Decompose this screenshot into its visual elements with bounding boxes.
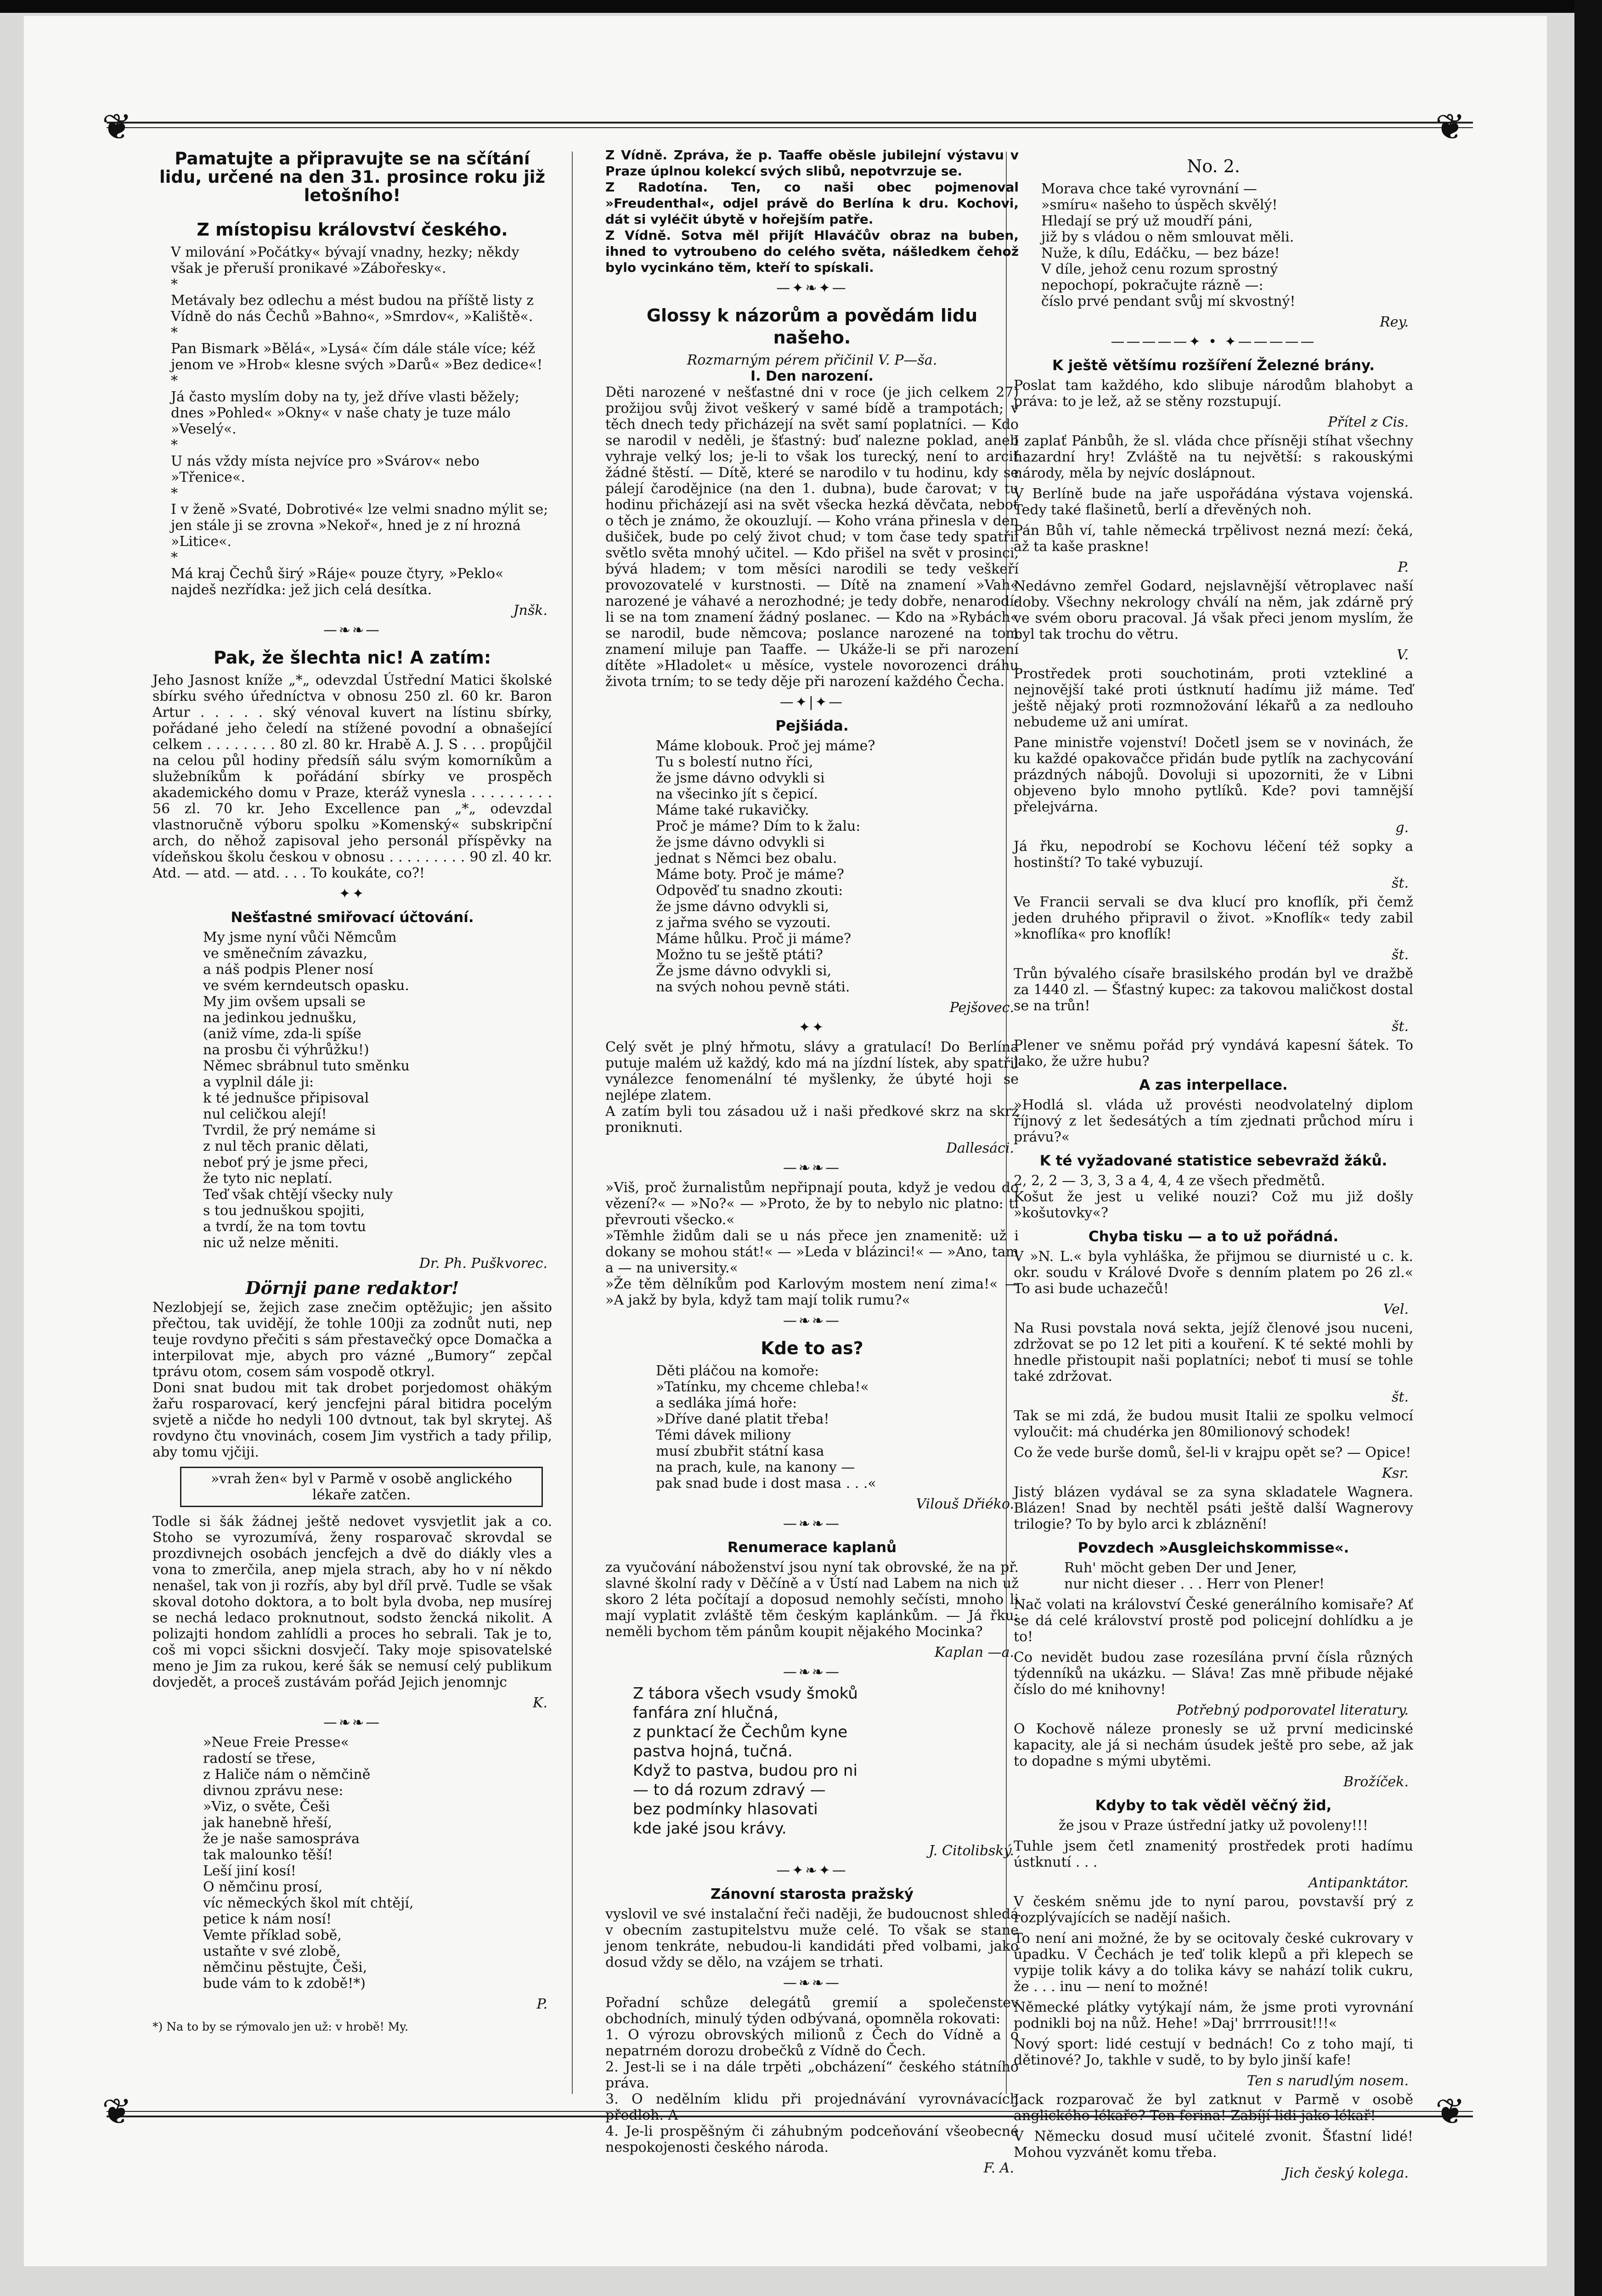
- signature: F. A.: [983, 2160, 1014, 2176]
- separator-ornament-icon: —❧❧—: [783, 1975, 841, 1991]
- article-title: Kdyby to tak věděl věčný žid,: [1095, 1797, 1332, 1814]
- column-rule: [572, 152, 573, 2094]
- short-item: Na Rusi povstala nová sekta, jejíž členové jsou nuceni, zdržovat se po 12 let piti a kouření. K té sekté mohli by hnedle přistoupit naši poplatníci; neboť ti musí se tohle také zdržovat.: [1014, 1320, 1413, 1384]
- article-text: »Hodlá sl. vláda už provésti neodvolatelný diplom říjnový z let šedesátých a tím zjednati průchod míru i právu?«: [1014, 1097, 1413, 1145]
- short-items-list: [1014, 1597, 1413, 1790]
- article-title: Pejšiáda.: [775, 718, 849, 734]
- separator-ornament-icon: —————✦ • ✦—————: [1111, 334, 1316, 350]
- separator-ornament-icon: ✦✦: [798, 1019, 826, 1035]
- scan-border-top: [0, 0, 1602, 13]
- signature: št.: [1392, 1389, 1409, 1405]
- separator-ornament-icon: —✦❧✦—: [776, 1863, 848, 1879]
- signature: Jich český kolega.: [1283, 2165, 1409, 2181]
- news-items: Z Vídně. Zpráva, že p. Taaffe oběsle jubilejní výstavu v Praze úplnou kolekcí svých slibů, nepotvrzuje se. Z Radotína. Ten, co naši obec pojmenoval »Freudenthal«, odjel právě do Berlína k dru. Kochovi, dát si vyléčit úbytě v hořejším patře. Z Vídně. Sotva měl přijít Hlaváčův obraz na buben, ihned to vytroubeno do celého světa, nášledkem čehož bylo vycinkáno těm, kteří to spískali.: [605, 147, 1019, 275]
- short-items-list: [1014, 433, 1413, 1069]
- article-title: Renumerace kaplanů: [727, 1539, 897, 1556]
- signature: Potřebný podporovatel literatury.: [1176, 1702, 1409, 1718]
- separator-ornament-icon: —❧❧—: [323, 1715, 382, 1731]
- poem-text: Děti pláčou na komoře: »Tatínku, my chceme chleba!« a sedláka jímá hoře: »Dříve dané platit třeba! Témi dávek miliony musí zbubřit státní kasa na prach, kule, na kanony — pak snad bude i dost masa . . .«: [656, 1363, 876, 1491]
- signature: P.: [1398, 559, 1409, 575]
- corner-ornament-icon: ❦: [1435, 107, 1466, 148]
- short-item: Co nevidět budou zase rozesílána první čísla různých týdenníků na ukázku. — Sláva! Zas mně přibude nějaké číslo do mé knihovny!: [1014, 1649, 1413, 1698]
- separator-ornament-icon: —❧❧—: [323, 622, 382, 638]
- short-item: Prostředek proti souchotinám, proti vztekliné a nejnovější také proti ústknutí hadímu již máme. Teď ještě nějaký proti rozmnožování lékařů a za nedlouho nebudeme už ani umírat.: [1014, 666, 1413, 730]
- article-title: Dörnji pane redaktor!: [245, 1277, 459, 1298]
- short-item: O Kochově náleze pronesly se už první medicinské kapacity, ale já si nechám úsudek ještě pro sebe, až jak to dopadne s mými ubytěmi.: [1014, 1721, 1413, 1769]
- short-item: Jistý blázen vydával se za syna skladatele Wagnera. Blázen! Snad by nechtěl psáti ještě další Wagnerovy trilogie? To by bylo arci k zbláznění!: [1014, 1484, 1413, 1532]
- article-text: Todle si šák žádnej ještě nedovet vysvjetlit jak a co. Stoho se vyrozumívá, ženy rosparovač skrovdal se prozdivnejch osobách jencfejch a dvě do diákly vles a vona to zmerčila, anep mjela strach, aby ho v ní někdo nenašel, tak von ji rozřís, aby byl dříl prvě. Tudle se však skoval dotoho doktora, a to bolt byla dvoba, nep musírej se nechá ledaco proknutnout, sodsto žencká nikolit. A polizajti hondom zahlídli a proces ho sebrali. Tak je to, coš mi vopci sšickni dosvječí. Taky moje spisovatelské meno je Jim za rukou, keré šák se nemusí celý publikum dovjedět, a proceš zustávám pořád Jejich jenomnjc: [152, 1514, 552, 1690]
- article-title: Kde to as?: [761, 1338, 863, 1358]
- separator-ornament-icon: —❧❧—: [783, 1313, 841, 1329]
- signature: Rey.: [1380, 314, 1409, 330]
- footnote: *) Na to by se rýmovalo jen už: v hrobě! My.: [152, 2020, 409, 2033]
- short-item: Pane ministře vojenství! Dočetl jsem se v novinách, že ku každé opakovačce přidán bude pytlík na zachycování prázdných nábojů. Dovoluji si upozorniti, že v Libni objeveno bylo mnoho pytlíků. Kde? povi tamnější přelejvárna.: [1014, 735, 1413, 815]
- article-text: Pořadní schůze delegátů gremií a společenstev obchodních, minulý týden odbývaná, opomněla rokovati: 1. O výrozu obrovských milionů z Čech do Vídně a o nepatrném dorozu drobečků z Vídně do Čech. 2. Jest-li se i na dále trpěti „obcházení“ českého státního práva. 3. O nedělním klidu při projednávání vyrovnávacích předloh. A 4. Je-li prospěšným či záhubným podceňování všeobecné nespokojenosti českého národa.: [605, 1995, 1019, 2155]
- scan-border-right: [1574, 0, 1602, 2296]
- article-text: 2, 2, 2 — 3, 3, 3 a 4, 4, 4 ze všech předmětů. Košut že jest u veliké nouzi? Což mu již došly »košutovky«?: [1014, 1173, 1413, 1221]
- signature: Dallesáci.: [946, 1140, 1014, 1156]
- short-item: Co že vede burše domů, šel-li v krajpu opět se? — Opice!: [1014, 1445, 1411, 1461]
- article-text: Nezlobjejí se, žejich zase znečim optěžujic; jen ašsito přečtou, tak uvidějí, že tohle 100ji za zodnůt nuti, nep teuje rovdyno přečiti s sám přestavečký opce Domačka a interpilovat mje, abych pro vázné „Bumory“ zepčal tprávu otom, cosem sám vospodě otkryl. Doni snat budou mit tak drobet porjedomost ohäkým žařu rosparovací, kerý jencfejni páral bitidra pocelým svjetě a ničde ho nedyli 100 dvtnout, tak byl skrytej. Aš rovdyno čtu vnovinách, cosem Jim vystřich a tady přilip, aby tomu vjčiji.: [152, 1300, 552, 1460]
- article-text: V milování »Počátky« bývají vnadny, hezky; někdy však je přeruší pronikavé »Zábořesky«. * Metávaly bez odlechu a mést budou na příště listy z Vídně do nás Čechů »Bahno«, »Smrdov«, »Kaliště«. * Pan Bismark »Bělá«, »Lysá« čím dále stále více; kéž jenom ve »Hrob« klesne svých »Darů« »Bez dedice«! * Já často myslím doby na ty, jež dříve vlasti běžely; dnes »Pohled« »Okny« v naše chaty je tuze málo »Veselý«. * U nás vždy místa nejvíce pro »Svárov« nebo »Třenice«. * I v ženě »Svaté, Dobrotivé« lze velmi snadno mýlit se; jen stále ji se zrovna »Nekoř«, hned je z ní hrozná »Litice«. * Má kraj Čechů širý »Ráje« pouze čtyry, »Peklo« najdeš nezřídka: jež jich celá desítka.: [171, 244, 548, 598]
- short-item: Tuhle jsem četl znamenitý prostředek proti hadímu ústknutí . . .: [1014, 1838, 1413, 1870]
- article-text: že jsou v Praze ústřední jatky už povoleny!!!: [1059, 1818, 1368, 1834]
- section-label: No. 2.: [1187, 156, 1240, 176]
- article-title: Glossy k názorům a povědám lidu našeho.: [646, 305, 978, 348]
- article-title: Z místopisu království českého.: [197, 219, 508, 240]
- boxed-notice: »vrah žen« byl v Parmě v osobě anglického lékaře zatčen.: [180, 1467, 543, 1507]
- signature: št.: [1392, 1019, 1409, 1035]
- article-title: K té vyžadované statistice sebevražd žáků.: [1039, 1153, 1388, 1169]
- article-text: za vyučování náboženství jsou nyní tak obrovské, že na př. slavné školní rady v Děčíně a v Ústí nad Labem na nich už skoro 2 léta počítají a doposud nemohly sečísti, mnoho li mají vyplatit zvláště těm českým kaplánkům. — Já řku: neměli bychom těm pánům koupit nějakého Mocinka?: [605, 1559, 1019, 1640]
- short-item: Nedávno zemřel Godard, nejslavnější větroplavec naší doby. Všechny nekrology chválí na něm, jak zdárně prý ve svém oboru pracoval. Já však přeci jenom myslím, že byl tak trochu do větru.: [1014, 578, 1413, 642]
- short-item: Trůn bývalého císaře brasilského prodán byl ve dražbě za 1440 zl. — Šťastný kupec: za takovou maličkost dostal se na trůn!: [1014, 966, 1413, 1014]
- poem-text: My jsme nyní vůči Němcům ve směnečním závazku, a náš podpis Plener nosí ve svém kerndeutsch opasku. My jim ovšem upsali se na jedinkou jednušku, (aniž víme, zda-li spíše na prosbu či výhrůžku!) Němec sbrábnul tuto směnku a vyplnil dále ji: k té jednušce připisoval nul celičkou alejí! Tvrdil, že prý nemáme si z nul těch pranic dělati, neboť prý je jsme přeci, že tyto nic neplatí. Teď však chtějí všecky nuly s tou jednuškou spojiti, a tvrdí, že na tom tovtu nic už nelze měniti.: [203, 929, 410, 1251]
- dialogue-text: »Viš, proč žurnalistům nepřipnají pouta, když je vedou do vězení?« — »No?« — »Proto, že by to nebylo nic platno: ti převrouti všecko.« »Těmhle židům dali se u nás přece jen znamenitě: už i dokany se mohou stát!« — »Leda v blázinci!« — »Ano, tam a — na university.« »Že těm dělníkům pod Karlovým mostem není zima!« — »A jakž by byla, když tam mají tolik rumu?«: [605, 1180, 1019, 1308]
- article-text: Děti narozené v nešťastné dni v roce (je jich celkem 27) prožijou svůj život veškerý v samé bídě a trampotách; v těch dnech tedy přicházejí na svět samí poplatníci. — Kdo se narodil v neděli, je šťastný: buď nalezne poklad, aneb vyhraje velký los; je-li to však los turecký, není to arciť žádné štěstí. — Dítě, které se narodilo v tu hodinu, kdy se pálejí čarodějnice (na den 1. dubna), bude čarovat; v tu hodinu přicházejí asi na svět všecka hezká děvčata, neboť o těch je známo, že okouzlují. — Koho vrána přinesla v den dušiček, bude po celý život chud; v tom čase tedy spatřil světlo světa mnohý učitel. — Kdo přišel na svět v prosinci, bývá hladem; v tom měsíci narodili se tedy veškeří provozovatelé v kurstnosti. — Dítě na znamení »Vah« narozené je váhavé a nerozhodné; je tedy dobře, nenarodí-li se na tom znamení žádný poslanec. — Kdo na »Rybách« se narodil, bude němcova; poslance narozené na tom znamení miluje pan Taaffe. — Ukáže-li se při narození dítěte »Hladolet« u měsíce, vystele novorozenci dráhu života trním; to se tedy děje při narození každého Čecha.: [605, 384, 1019, 690]
- article-text: Jeho Jasnost kníže „*„ odevzdal Ústřední Matici školské sbírku svého úředníctva v obnosu 250 zl. 60 kr. Baron Artur . . . . . ský vénoval kuvert na lístinu sbírky, pořádané jeho čeledí na stížené povodní a obnašející celkem . . . . . . . . 80 zl. 80 kr. Hrabě A. J. S . . . propůjčil na celou půl hodiny předsíň sálu svým komorníkům a služebníkům k pořádání sbírky ve prospěch akademického domu v Praze, kteráž vynesla . . . . . . . . . 56 zl. 70 kr. Jeho Excellence pan „*„ odevzdal vlastnoručně výboru spolku »Komenský« subskripční arch, do něhož zapisoval jeho personál příspěvky na vídeňskou školu českou v obnosu . . . . . . . . . 90 zl. 40 kr. Atd. — atd. — atd. . . . To koukáte, co?!: [152, 672, 552, 881]
- separator-ornament-icon: —❧❧—: [783, 1664, 841, 1680]
- short-item: To není ani možné, že by se ocitovaly české cukrovary v úpadku. V Čechách je teď tolik klepů a při klepech se vypije tolik kávy a do tolika kávy se nahází tolik cukru, že . . . inu — není to možné!: [1014, 1930, 1413, 1995]
- separator-ornament-icon: —✦❧✦—: [776, 280, 848, 296]
- short-items-list: [1014, 1838, 1413, 2181]
- short-item: Nový sport: lidé cestují v bednách! Co z toho mají, ti dětinové? Jo, takhle v sudě, to by bylo jinší kafe!: [1014, 2036, 1413, 2068]
- short-item: Tak se mi zdá, že budou musit Italii ze spolku velmocí vyloučit: má chudérka jen 80milionový schodek!: [1014, 1408, 1413, 1440]
- article-text: Poslat tam každého, kdo slibuje národům blahobyt a práva: to je lež, až se stěny rozstupují.: [1014, 377, 1413, 410]
- column-middle: [605, 147, 1019, 2176]
- article-title: K ještě většímu rozšíření Železné brány.: [1052, 357, 1375, 374]
- article-text: vyslovil ve své instalační řeči naději, že budoucnost shledá v obecním zastupitelstvu muže celé. To však se stane jenom tenkráte, nebudou-li kandidáti před volbami, jako dosud vždy se dělo, na vzájem se trhati.: [605, 1906, 1019, 1970]
- signature: Kaplan —a.: [934, 1644, 1014, 1660]
- article-text: V »N. L.« byla vyhláška, že přijmou se diurnisté u c. k. okr. soudu v Králové Dvoře s denním platem po 26 zl.« To asi bude uchazečů!: [1014, 1249, 1413, 1297]
- article-title: Nešťastné smiřovací účtování.: [231, 909, 474, 926]
- poem-text: »Neue Freie Presse« radostí se třese, z Haliče nám o němčině divnou zprávu nese: »Viz, o světe, Češi jak hanebně hřeší, že je naše samospráva tak malounko těší! Leší jiní kosí! O němčinu prosí, víc německých škol mít chtějí, petice k nám nosí! Vemte příklad sobě, ustaňte v své zlobě, němčinu pěstujte, Češi, bude vám to k zdobě!*): [203, 1734, 414, 1992]
- short-item: V Německu dosud musí učitelé zvonit. Šťastní lidé! Mohou vyzvánět komu třeba.: [1014, 2128, 1413, 2161]
- census-banner: Pamatujte a připravujte se na sčítání lidu, určené na den 31. prosince roku již letošního!: [159, 149, 545, 205]
- article-title: Povzdech »Ausgleichskommisse«.: [1077, 1540, 1349, 1556]
- signature: K.: [533, 1695, 547, 1711]
- signature: V.: [1397, 647, 1409, 663]
- short-item: I zaplať Pánbůh, že sl. vláda chce přísněji stíhat všechny hazardní hry! Zvláště na tu největší: s rakouskými národy, měla by nejvíc doslápnout.: [1014, 433, 1413, 481]
- corner-ornament-icon: ❦: [1435, 2091, 1466, 2133]
- column-left: [152, 147, 552, 2099]
- signature: Jnšk.: [513, 602, 547, 619]
- short-item: V Berlíně bude na jaře uspořádána výstava vojenská. Tedy také flašinetů, berlí a dřevěných noh.: [1014, 486, 1413, 518]
- signature: g.: [1395, 820, 1409, 836]
- article-text: Celý svět je plný hřmotu, slávy a gratulací! Do Berlína putuje malém už každý, kdo má na jízdní lístek, aby spatřil vynálezce fenomenální té myšlenky, že úbyté hoji se nejlépe zlatem. A zatím byli tou zásadou už i naši předkové skrz na skrz proniknuti.: [605, 1039, 1019, 1136]
- signature: Vel.: [1383, 1301, 1409, 1317]
- article-title: A zas interpellace.: [1139, 1077, 1288, 1093]
- signature: J. Citolibský.: [929, 1843, 1014, 1859]
- corner-ornament-icon: ❦: [102, 2091, 132, 2133]
- short-item: V českém sněmu jde to nyní parou, povstavší prý z rozplývajících se nadějí našich.: [1014, 1894, 1413, 1926]
- signature: Přítel z Cis.: [1328, 414, 1409, 430]
- short-item: Plener ve sněmu pořád prý vyndává kapesní šátek. To jako, že užre hubu?: [1014, 1037, 1413, 1069]
- short-item: Nač volati na království České generálního komisaře? Ať se dá celé království prostě pod policejní dohlídku a je to!: [1014, 1597, 1413, 1645]
- signature: Vilouš Dřiéko.: [916, 1496, 1014, 1512]
- separator-ornament-icon: ✦✦: [338, 886, 366, 902]
- poem-text: Ruh' möcht geben Der und Jener, nur nicht dieser . . . Herr von Plener!: [1064, 1560, 1325, 1592]
- signature: Dr. Ph. Puškvorec.: [419, 1255, 547, 1272]
- signature: Ksr.: [1382, 1465, 1409, 1481]
- short-item: Jack rozparovač že byl zatknut v Parmě v osobě anglického lékaře? Ten ferina! Zabíjí lidi jako lékař!: [1014, 2092, 1413, 2124]
- corner-ornament-icon: ❦: [102, 107, 132, 148]
- signature: Brožíček.: [1343, 1774, 1409, 1790]
- short-item: Já řku, nepodrobí se Kochovu léčení též sopky a hostinští? To také vybuzují.: [1014, 838, 1413, 871]
- poem-text: Z tábora všech vsudy šmoků fanfára zní hlučná, z punktací že Čechům kyne pastva hojná, tučná. Když to pastva, budou pro ni — to dá rozum zdravý — bez podmínky hlasovati kde jaké jsou krávy.: [633, 1684, 858, 1838]
- signature: P.: [536, 1996, 547, 2012]
- separator-ornament-icon: —❧❧—: [783, 1160, 841, 1176]
- article-byline: Rozmarným pérem přičinil V. P—ša.: [687, 352, 937, 368]
- short-items-list: [1014, 1320, 1413, 1532]
- signature: št.: [1392, 875, 1409, 891]
- signature: št.: [1392, 947, 1409, 963]
- signature: Antipanktátor.: [1309, 1875, 1409, 1891]
- article-title: Chyba tisku — a to už pořádná.: [1088, 1228, 1339, 1245]
- separator-ornament-icon: —❧❧—: [783, 1516, 841, 1532]
- separator-ornament-icon: —✦|✦—: [779, 694, 845, 710]
- signature: Ten s narudlým nosem.: [1247, 2073, 1409, 2089]
- short-item: Pán Bůh ví, tahle německá trpělivost nezná mezí: čeká, až ta kaše praskne!: [1014, 523, 1413, 555]
- signature: Pejšovec.: [949, 1000, 1014, 1016]
- column-right: [1014, 147, 1413, 2181]
- short-item: Německé plátky vytýkají nám, že jsme proti vyrovnání podnikli boj na nůž. Hehe! »Daj' brrrrousit!!!«: [1014, 1999, 1413, 2032]
- article-title: Pak, že šlechta nic! A zatím:: [213, 647, 491, 668]
- article-title: Zánovní starosta pražský: [711, 1886, 914, 1902]
- article-subtitle: I. Den narození.: [750, 368, 874, 384]
- poem-text: Máme klobouk. Proč jej máme? Tu s bolestí nutno říci, že jsme dávno odvykli si na všecinko jít s čepicí. Máme také rukavičky. Proč je máme? Dím to k žalu: že jsme dávno odvykli si jednat s Němci bez obalu. Máme boty. Proč je máme? Odpověď tu snadno zkouti: že jsme dávno odvykli si, z jařma svého se vyzouti. Máme hůlku. Proč ji máme? Možno tu se ještě ptáti? Že jsme dávno odvykli si, na svých nohou pevně státi.: [656, 738, 875, 995]
- poem-text: Morava chce také vyrovnání — »smíru« našeho to úspěch skvělý! Hledají se prý už moudří páni, již by s vládou o něm smlouvat měli. Nuže, k dílu, Edáčku, — bez báze! V díle, jehož cenu rozum sprostný nepochopí, pokračujte rázně —: číslo prvé pendant svůj mí skvostný!: [1041, 181, 1296, 310]
- short-item: Ve Francii servali se dva klucí pro knoflík, při čemž jeden druhého připravil o život. »Knoflík« tedy zabil »knoflíka« pro knoflík!: [1014, 894, 1413, 942]
